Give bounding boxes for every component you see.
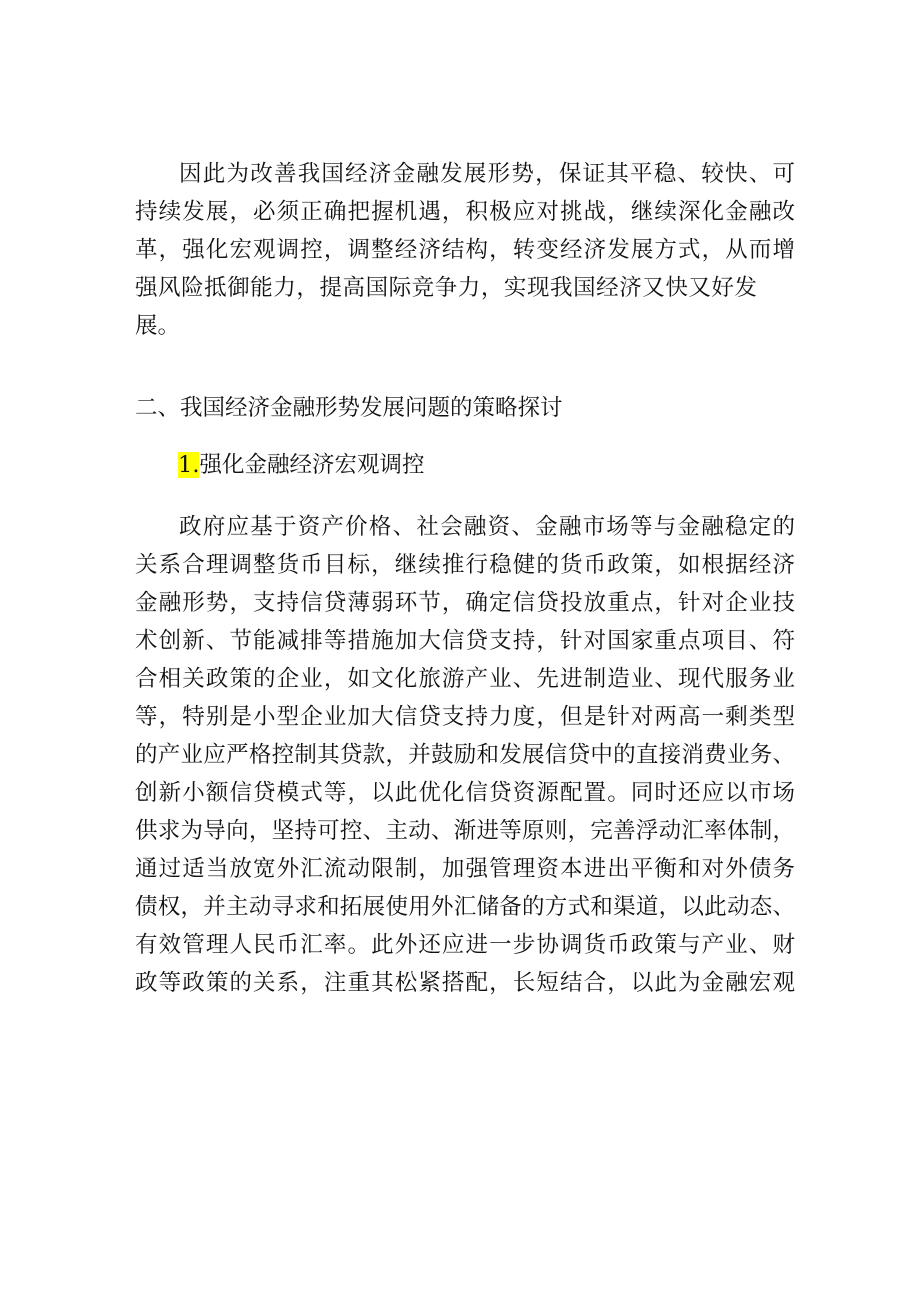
paragraph-line: 供求为导向，坚持可控、主动、渐进等原则，完善浮动汇率体制， — [135, 818, 795, 844]
paragraph-line: 持续发展，必须正确把握机遇，积极应对挑战，继续深化金融改 — [135, 199, 795, 225]
paragraph-line: 的产业应严格控制其贷款，并鼓励和发展信贷中的直接消费业务、 — [135, 742, 795, 768]
paragraph-line: 有效管理人民币汇率。此外还应进一步协调货币政策与产业、财 — [135, 932, 795, 958]
paragraph-line: 创新小额信贷模式等，以此优化信贷资源配置。同时还应以市场 — [135, 780, 795, 806]
paragraph-line: 债权，并主动寻求和拓展使用外汇储备的方式和渠道，以此动态、 — [135, 894, 795, 920]
paragraph-line: 展。 — [135, 313, 181, 339]
paragraph-line: 通过适当放宽外汇流动限制，加强管理资本进出平衡和对外债务 — [135, 856, 795, 882]
subsection-title: 强化金融经济宏观调控 — [199, 452, 425, 478]
paragraph-line: 金融形势，支持信贷薄弱环节，确定信贷投放重点，针对企业技 — [135, 590, 795, 616]
paragraph-line: 关系合理调整货币目标，继续推行稳健的货币政策，如根据经济 — [135, 552, 795, 578]
paragraph-line: 革，强化宏观调控，调整经济结构，转变经济发展方式，从而增 — [135, 237, 795, 263]
paragraph-intro — [135, 155, 795, 345]
paragraph-line: 合相关政策的企业，如文化旅游产业、先进制造业、现代服务业 — [135, 666, 795, 692]
paragraph-line: 政等政策的关系，注重其松紧搭配，长短结合，以此为金融宏观 — [135, 970, 795, 996]
paragraph-line: 等，特别是小型企业加大信贷支持力度，但是针对两高一剩类型 — [135, 704, 795, 730]
paragraph-line: 强风险抵御能力，提高国际竞争力，实现我国经济又快又好发 — [135, 275, 757, 301]
section-heading: 二、我国经济金融形势发展问题的策略探讨 — [135, 395, 563, 421]
paragraph-line: 政府应基于资产价格、社会融资、金融市场等与金融稳定的 — [179, 514, 795, 540]
subsection-heading — [178, 446, 838, 484]
subsection-number: 1. — [178, 452, 200, 478]
paragraph-line: 术创新、节能减排等措施加大信贷支持，针对国家重点项目、符 — [135, 628, 795, 654]
paragraph-body — [135, 508, 795, 1002]
paragraph-line: 因此为改善我国经济金融发展形势，保证其平稳、较快、可 — [179, 161, 795, 187]
